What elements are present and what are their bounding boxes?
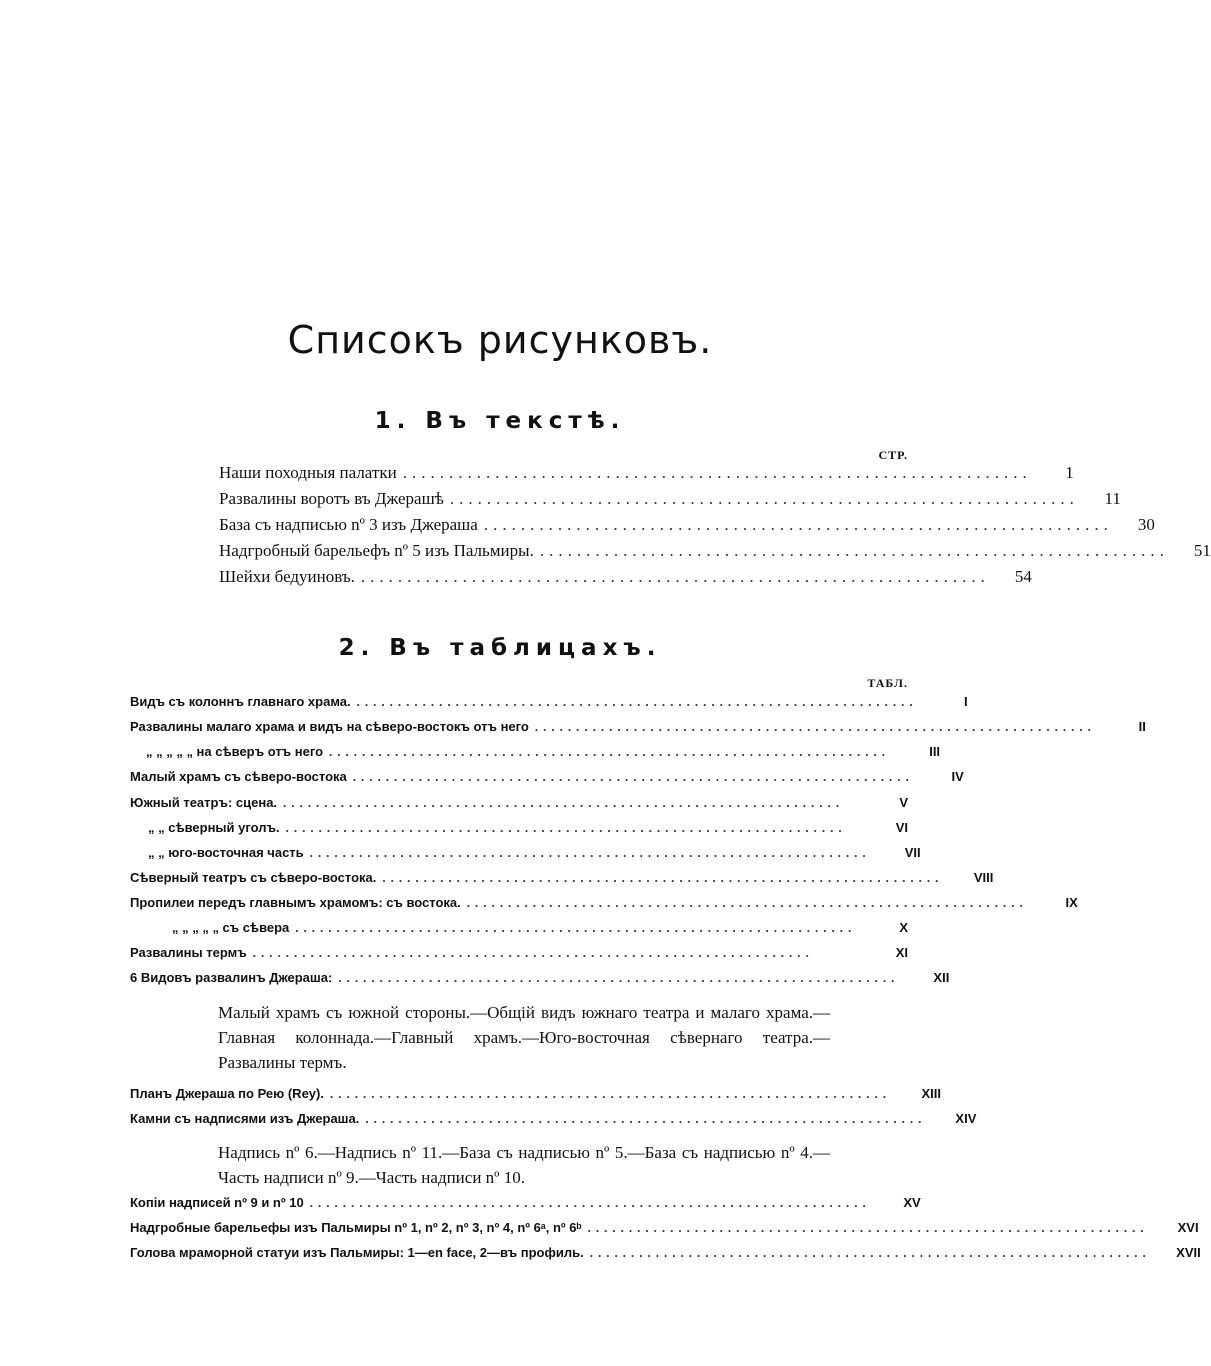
entry-label: Развалины воротъ въ Джерашѣ — [219, 489, 444, 508]
plate-number: X — [899, 920, 908, 935]
dot-leader: .................................................................... — [309, 845, 871, 860]
text-figure-entry — [219, 567, 1032, 589]
dot-leader: .................................................................... — [360, 567, 990, 586]
plate-entry — [130, 870, 994, 890]
plate-entry — [130, 694, 968, 714]
dot-leader: .................................................................... — [329, 1086, 891, 1101]
page-number: 30 — [1137, 515, 1155, 534]
plate-entry — [130, 945, 908, 965]
entry-label: Пропилеи передъ главнымъ храмомъ: съ востока. — [130, 895, 461, 910]
plate-number: III — [929, 744, 941, 759]
entry-label: Видъ съ колоннъ главнаго храма. — [130, 694, 351, 709]
plate-number: XIII — [921, 1086, 941, 1101]
plate-number: V — [899, 795, 908, 810]
plate-entry — [130, 719, 1146, 739]
plate-entry — [130, 795, 908, 815]
dot-leader: .................................................................... — [587, 1220, 1149, 1235]
page-number: 11 — [1104, 489, 1121, 508]
plate-number: II — [1138, 719, 1146, 734]
page-title: Списокъ рисунковъ. — [287, 318, 713, 362]
plate-number: XV — [903, 1195, 921, 1210]
plate-number: IV — [951, 769, 964, 784]
dot-leader: .................................................................... — [329, 744, 891, 759]
dot-leader: .................................................................... — [539, 541, 1169, 560]
plate-entry — [172, 920, 908, 940]
entry-label: „ „ „ „ „ съ сѣвера — [172, 920, 290, 935]
entry-label: Наши походныя палатки — [219, 463, 397, 482]
entry-label: Малый храмъ съ сѣверо-востока — [130, 769, 347, 784]
entry-label: Надгробные барельефы изъ Пальмиры nº 1, nº 2, nº 3, nº 4, nº 6ᵃ, nº 6ᵇ — [130, 1220, 582, 1235]
entry-label: База съ надписью nº 3 изъ Джераша — [219, 515, 478, 534]
plate-xii-description: Малый храмъ съ южной стороны.—Общій видъ южнаго театра и малаго храма.—Главная колоннада.—Главный храмъ.—Юго-восточная сѣвернаго театра.—Развалины термъ. — [218, 1003, 830, 1072]
plate-number: XVI — [1177, 1220, 1199, 1235]
page-number: 54 — [1014, 567, 1032, 586]
plate-entry — [130, 1220, 1199, 1240]
dot-leader: .................................................................... — [356, 694, 918, 709]
plate-entry — [130, 769, 964, 789]
entry-label: „ „ юго-восточная часть — [148, 845, 304, 860]
plate-number: IX — [1065, 895, 1078, 910]
entry-label: Камни съ надписями изъ Джераша. — [130, 1111, 360, 1126]
entry-label: Планъ Джераша по Рею (Rey). — [130, 1086, 324, 1101]
plate-number: VI — [895, 820, 908, 835]
dot-leader: .................................................................... — [283, 795, 845, 810]
entry-label: Развалины термъ — [130, 945, 247, 960]
text-figure-entry — [219, 489, 1121, 511]
text-figure-entry — [219, 463, 1074, 485]
entry-label: „ „ сѣверный уголъ. — [148, 820, 280, 835]
dot-leader: .................................................................... — [252, 945, 814, 960]
plate-entry — [130, 1195, 921, 1215]
plate-number: VII — [904, 845, 921, 860]
plate-entry — [148, 845, 921, 865]
section-1-heading: 1. Въ текстѣ. — [374, 408, 626, 434]
plate-number: XII — [933, 970, 950, 985]
dot-leader: .................................................................... — [402, 463, 1032, 482]
plate-xiv-description: Надпись nº 6.—Надпись nº 11.—База съ надписью nº 5.—База съ надписью nº 4.—Часть надписи nº 9.—Часть надписи nº 10. — [218, 1143, 830, 1187]
text-figure-entry — [219, 541, 1211, 563]
plate-entry — [130, 1111, 977, 1131]
entry-label: Шейхи бедуиновъ. — [219, 567, 355, 586]
entry-label: Развалины малаго храма и видъ на сѣверо-востокъ отъ него — [130, 719, 529, 734]
plate-entry — [148, 820, 908, 840]
dot-leader: .................................................................... — [449, 489, 1079, 508]
entry-label: 6 Видовъ развалинъ Джераша: — [130, 970, 333, 985]
section-1-column-label: СТР. — [878, 448, 908, 462]
plate-entry — [130, 895, 1078, 915]
plate-entry — [130, 1245, 1201, 1265]
plate-entry — [130, 1086, 941, 1106]
plate-entry — [130, 970, 950, 990]
entry-label: „ „ „ „ „ на сѣверъ отъ него — [146, 744, 324, 759]
dot-leader: .................................................................... — [309, 1195, 871, 1210]
plate-number: VIII — [973, 870, 994, 885]
entry-label: Сѣверный театръ съ сѣверо-востока. — [130, 870, 377, 885]
section-2-column-label: ТАБЛ. — [867, 676, 908, 690]
dot-leader: .................................................................... — [285, 820, 847, 835]
entry-label: Копіи надписей nº 9 и nº 10 — [130, 1195, 304, 1210]
entry-label: Надгробный барельефъ nº 5 изъ Пальмиры. — [219, 541, 534, 560]
page-number: 1 — [1065, 463, 1074, 482]
dot-leader: .................................................................... — [466, 895, 1028, 910]
text-figure-entry — [219, 515, 1155, 537]
dot-leader: .................................................................... — [352, 769, 914, 784]
dot-leader: .................................................................... — [483, 515, 1113, 534]
plate-number: XVII — [1176, 1245, 1201, 1260]
dot-leader: .................................................................... — [589, 1245, 1151, 1260]
entry-label: Голова мраморной статуи изъ Пальмиры: 1—en face, 2—въ профиль. — [130, 1245, 584, 1260]
plate-number: XIV — [955, 1111, 977, 1126]
dot-leader: .................................................................... — [365, 1111, 927, 1126]
entry-label: Южный театръ: сцена. — [130, 795, 278, 810]
dot-leader: .................................................................... — [338, 970, 900, 985]
plate-number: XI — [895, 945, 908, 960]
dot-leader: .................................................................... — [295, 920, 857, 935]
plate-number: I — [963, 694, 968, 709]
section-2-heading: 2. Въ таблицахъ. — [338, 635, 662, 661]
page-number: 51 — [1193, 541, 1211, 560]
plate-entry — [146, 744, 941, 764]
dot-leader: .................................................................... — [534, 719, 1096, 734]
dot-leader: .................................................................... — [382, 870, 944, 885]
